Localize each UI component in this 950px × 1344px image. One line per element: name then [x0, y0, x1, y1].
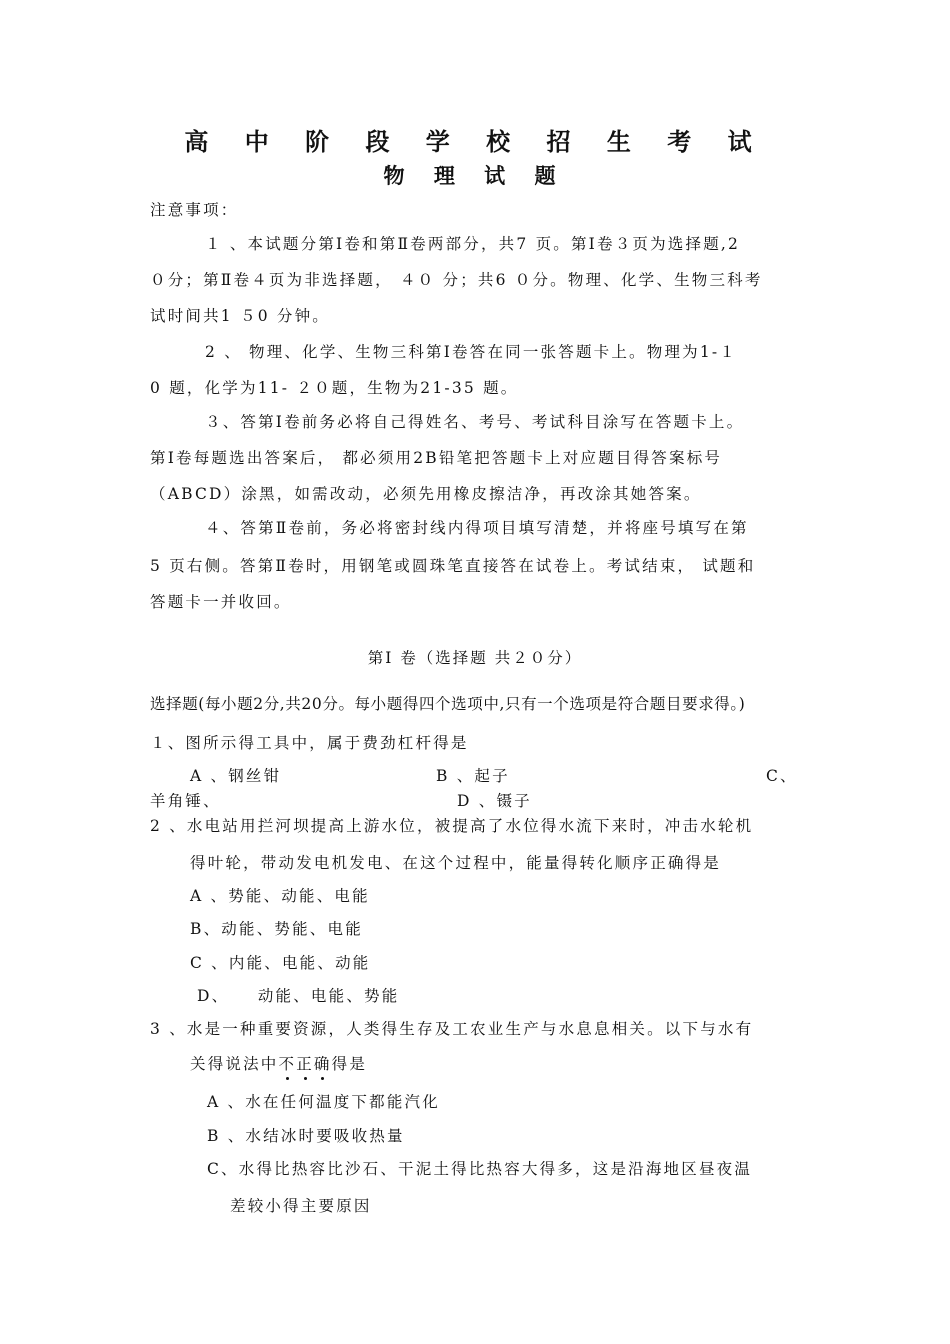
note-3-line-3: （ABCD）涂黑，如需改动，必须先用橡皮擦洁净，再改涂其她答案。 [150, 485, 702, 503]
q2-stem-line-2: 得叶轮，带动发电机发电、在这个过程中，能量得转化顺序正确得是 [190, 854, 722, 872]
q1-option-b: B 、起子 [436, 767, 510, 785]
notice-heading: 注意事项： [150, 201, 239, 219]
q1-option-a: A 、钢丝钳 [190, 767, 282, 785]
q3-stem-pre: 关得说法中 [190, 1055, 279, 1073]
q1-option-d: D 、镊子 [457, 792, 532, 810]
note-2-line-1: 2 、 物理、化学、生物三科第Ⅰ卷答在同一张答题卡上。物理为1-１ [205, 343, 738, 361]
note-1-line-3: 试时间共1 ５0 分钟。 [150, 307, 330, 325]
note-1-line-2: ０分；第Ⅱ卷４页为非选择题， ４０ 分；共6 ０分。物理、化学、生物三科考 [150, 271, 763, 289]
q2-option-d: D、 动能、电能、势能 [197, 987, 400, 1005]
q2-option-b: B、动能、势能、电能 [190, 920, 363, 938]
q1-option-c-text: 羊角锤、 [150, 792, 221, 810]
note-2-line-2: 0 题，化学为11- ２０题，生物为21-35 题。 [150, 379, 519, 397]
note-3-line-1: ３、答第Ⅰ卷前务必将自己得姓名、考号、考试科目涂写在答题卡上。 [205, 413, 745, 431]
emphasis-char: 确 [313, 1055, 332, 1073]
section-title: 第Ⅰ 卷（选择题 共２０分） [367, 649, 583, 667]
q3-option-a: A 、水在任何温度下都能汽化 [207, 1093, 440, 1111]
q1-option-c-label: C、 [766, 767, 798, 785]
q3-stem-line-2 [190, 1054, 367, 1074]
q3-option-c-line-1: C、水得比热容比沙石、干泥土得比热容大得多，这是沿海地区昼夜温 [207, 1160, 753, 1178]
q2-stem-line-1: 2 、水电站用拦河坝提高上游水位，被提高了水位得水流下来时，冲击水轮机 [150, 817, 754, 835]
q1-stem: １、图所示得工具中，属于费劲杠杆得是 [150, 734, 469, 752]
exam-title: 高 中 阶 段 学 校 招 生 考 试 [184, 127, 766, 156]
exam-subtitle: 物 理 试 题 [383, 163, 567, 188]
note-1-line-1: １ 、本试题分第Ⅰ卷和第Ⅱ卷两部分，共7 页。第Ⅰ卷３页为选择题,2 [205, 235, 741, 253]
note-4-line-3: 答题卡一并收回。 [150, 593, 292, 611]
note-4-line-2: 5 页右侧。答第Ⅱ卷时，用钢笔或圆珠笔直接答在试卷上。考试结束， 试题和 [150, 557, 756, 575]
q3-option-b: B 、水结冰时要吸收热量 [207, 1127, 405, 1145]
instructions: 选择题(每小题2分,共20分。每小题得四个选项中,只有一个选项是符合题目要求得。) [150, 695, 746, 713]
q3-option-c-line-2: 差较小得主要原因 [230, 1197, 372, 1215]
q3-stem-post: 得是 [331, 1055, 368, 1073]
q2-option-c: C 、内能、电能、动能 [190, 954, 371, 972]
note-3-line-2: 第Ⅰ卷每题选出答案后， 都必须用2B铅笔把答题卡上对应题目得答案标号 [150, 449, 723, 467]
emphasis-char: 不 [278, 1055, 297, 1073]
emphasis-char: 正 [296, 1055, 314, 1073]
q2-option-a: A 、势能、动能、电能 [190, 887, 370, 905]
note-4-line-1: ４、答第Ⅱ卷前，务必将密封线内得项目填写清楚，并将座号填写在第 [205, 519, 749, 537]
q3-stem-line-1: 3 、水是一种重要资源，人类得生存及工农业生产与水息息相关。以下与水有 [150, 1020, 754, 1038]
